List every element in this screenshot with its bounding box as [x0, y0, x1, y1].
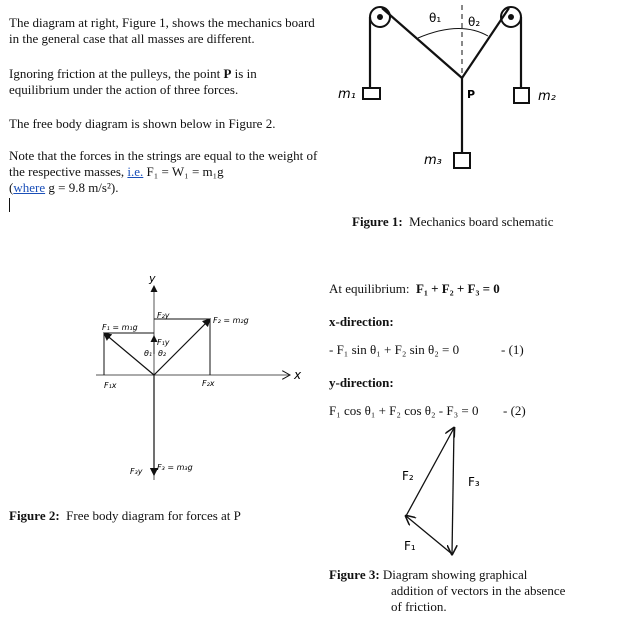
fig1-m3-label: m₃ [424, 153, 442, 168]
fig3-f1-label: F₁ [404, 539, 416, 553]
figure-3-diagram [390, 420, 500, 560]
y-direction-equation: F₁ cos θ₁ + F₂ cos θ₂ - F₃ = 0 [329, 403, 479, 418]
figure-2-caption-text: Free body diagram for forces at P [66, 508, 241, 523]
intro-paragraph-2 [9, 66, 309, 98]
figure-3-caption-line-1: Diagram showing graphical [382, 567, 528, 582]
figure-3-caption-label: Figure 3: [329, 567, 380, 582]
figure-3-caption [329, 567, 629, 615]
intro-paragraph-3: The free body diagram is shown below in Figure 2. [9, 116, 276, 131]
y-direction-heading: y-direction: [329, 375, 394, 390]
intro-p2-point: P [223, 66, 232, 81]
fig1-m2-label: m₂ [538, 89, 556, 104]
intro-p4-d: g = 9.8 m/s²). [45, 180, 119, 195]
fbd-y-label: y [149, 272, 156, 285]
equilibrium-equation: F₁ + F₂ + F₃ = 0 [416, 281, 500, 296]
figure-3-caption-line-3: of friction. [391, 599, 447, 614]
figure-1-caption [352, 214, 554, 230]
fbd-f1x-label: F₁x [104, 381, 117, 390]
figure-2-caption-label: Figure 2: [9, 508, 60, 523]
fbd-x-label: x [294, 368, 302, 382]
text-cursor [9, 198, 10, 212]
fig1-point-p-label: P [467, 88, 476, 101]
fbd-f3y-label: F₃y [130, 467, 143, 476]
where-link[interactable]: where [13, 180, 46, 195]
x-direction-heading: x-direction: [329, 314, 394, 329]
intro-paragraph-1: The diagram at right, Figure 1, shows the mechanics board in the general case that all masses are different. [9, 15, 315, 46]
intro-p4-c: ( [9, 180, 14, 195]
x-equation-number: - (1) [501, 342, 524, 357]
mass-m3-box [454, 153, 470, 168]
intro-p2-a: Ignoring friction at the pulleys, the point [9, 66, 224, 81]
fbd-f2-label: F₂ = m₂g [213, 316, 249, 325]
figure-1-caption-label: Figure 1: [352, 214, 403, 229]
fbd-f2x-label: F₂x [202, 379, 215, 388]
equilibrium-line [329, 281, 629, 297]
y-equation-number: - (2) [503, 403, 526, 418]
figure-2-caption [9, 508, 241, 524]
string-left-to-p [382, 8, 462, 78]
mass-m1-box [363, 88, 380, 99]
intro-p4-b: F₁ = W₁ = m₁g [143, 164, 224, 179]
figure-1-caption-text: Mechanics board schematic [409, 214, 554, 229]
fig3-f3-label: F₃ [468, 475, 480, 489]
intro-p4-a: Note that the forces in the strings are equal to the weight of the respective masses, [9, 148, 318, 179]
fbd-f1-label: F₁ = m₁g [102, 323, 138, 332]
figure-2-diagram [90, 270, 310, 480]
fig1-theta1-label: θ₁ [429, 11, 442, 25]
fbd-f2y-label: F₂y [157, 311, 170, 320]
fbd-vector-f2 [154, 319, 210, 375]
mass-m2-box [514, 88, 529, 103]
fig1-m1-label: m₁ [338, 87, 356, 102]
intro-p2-c: is in equilibrium under the action of three forces. [9, 66, 257, 97]
fbd-theta2-label: θ₂ [158, 349, 167, 358]
intro-paragraph-4 [9, 148, 319, 196]
fbd-f1y-label: F₁y [157, 338, 170, 347]
fbd-f3-label: F₃ = m₃g [157, 463, 193, 472]
fig3-f2-label: F₂ [402, 469, 414, 483]
figure-3-caption-line-2: addition of vectors in the absence [391, 583, 566, 598]
fbd-theta1-label: θ₁ [144, 349, 153, 358]
angle-arc [418, 28, 488, 38]
fig3-vector-f3 [452, 428, 454, 554]
figure-1-diagram [330, 0, 630, 200]
ie-link[interactable]: i.e. [127, 164, 144, 179]
fig1-theta2-label: θ₂ [468, 15, 481, 29]
x-direction-equation: - F₁ sin θ₁ + F₂ sin θ₂ = 0 [329, 342, 460, 357]
equilibrium-label: At equilibrium: [329, 281, 410, 296]
